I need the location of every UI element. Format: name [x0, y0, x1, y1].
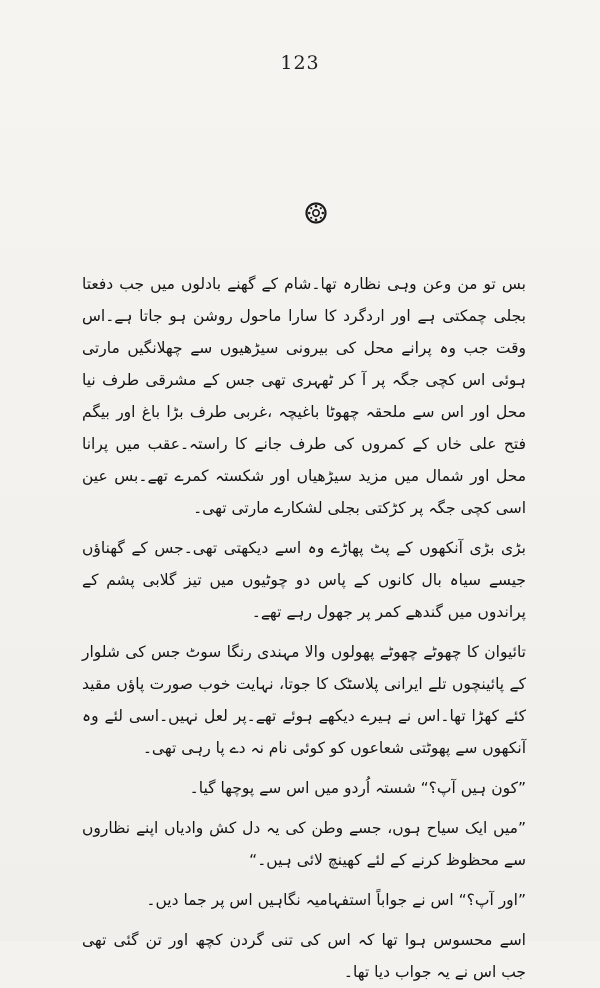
page-number: 123: [280, 52, 320, 74]
paragraph-closing: اسے محسوس ہوا تھا کہ اس کی تنی گردن کچھ اور تن گئی تھی جب اس نے یہ جواب دیا تھا۔: [82, 931, 526, 981]
paragraph-dialogue-2: ”میں ایک سیاح ہوں، جسے وطن کی یہ دل کش وادیاں اپنے نظاروں سے محظوظ کرنے کے لئے کھینچ لائی ہیں۔“: [82, 819, 526, 869]
paragraph-dialogue-3: ”اور آپ؟“ اس نے جواباً استفہامیہ نگاہیں اس پر جما دیں۔: [146, 891, 526, 909]
paragraph-1: بس تو من وعن وہی نظارہ تھا۔شام کے گھنے بادلوں میں جب دفعتا بجلی چمکتی ہے اور اردگرد کا سارا ماحول روشن ہو جاتا ہے۔اس وقت جب وہ پرانے محل کی بیرونی سیڑھیوں سے چھلانگیں مارتی ہوئی اس کچی جگہ پر آ کر ٹھہری تھی جس کے مشرقی طرف نیا محل اور اس سے ملحقہ چھوٹا باغیچہ ،غربی طرف بڑا باغ اور بیگم فتح علی خاں کے کمروں کی طرف جانے کا راستہ۔عقب میں پرانا محل اور شمال میں مزید سیڑھیاں اور شکستہ کمرے تھے۔بس عین اسی کچی جگہ پر کڑکتی بجلی لشکارے مارتی تھی۔: [82, 275, 526, 517]
paragraph-3: تائیوان کا چھوٹے چھوٹے پھولوں والا مہندی رنگا سوٹ جس کی شلوار کے پائینچوں تلے ایرانی پلاسٹک کا جوتا، نہایت خوب صورت پاؤں مقید کئے کھڑا تھا۔اس نے ہیرے دیکھے ہوئے تھے۔پر لعل نہیں۔اسی لئے وہ آنکھوں سے پھوٹتی شعاعوں کو کوئی نام نہ دے پا رہی تھی۔: [82, 643, 526, 757]
paragraph-dialogue-1: ”کون ہیں آپ؟“ شستہ اُردو میں اس سے پوچھا گیا۔: [189, 779, 526, 797]
flower-ornament-icon: [305, 202, 327, 224]
paragraph-2: بڑی بڑی آنکھوں کے پٹ پھاڑے وہ اسے دیکھتی تھی۔جس کے گھناؤں جیسے سیاہ بال کانوں کے پاس دو چوٹیوں میں تیز گلابی پشم کے پراندوں میں گندھے کمر پر جھول رہے تھے۔: [82, 539, 526, 621]
body-text: [82, 268, 526, 988]
